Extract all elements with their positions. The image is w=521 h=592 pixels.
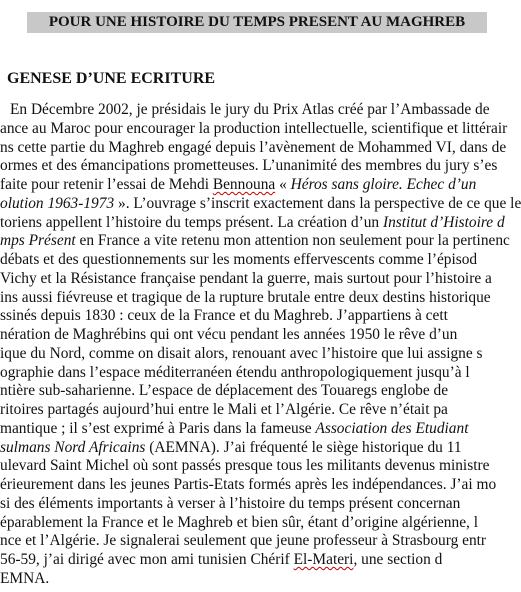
text-run: nce et l’Algérie. Je signalerai seulement que jeune professeur à Strasbourg entr <box>0 532 487 550</box>
text-line <box>0 119 507 138</box>
text-run: « <box>275 176 291 193</box>
text-line <box>0 531 486 550</box>
text-line <box>0 138 506 157</box>
text-run: en France a vite retenu mon attention non seulement pour la pertinenc <box>75 232 510 250</box>
text-run: 56-59, j’ai dirigé avec mon ami tunisien Chérif <box>0 551 294 568</box>
document-title: POUR UNE HISTOIRE DU TEMPS PRESENT AU MAGHREB <box>27 12 487 33</box>
text-line <box>0 194 521 213</box>
text-run: nération de Maghrébins qui ont vécu pendant les années 1950 le rêve d’un <box>0 326 458 343</box>
text-run: si des éléments importants à verser à l’histoire du temps présent concernan <box>0 494 461 512</box>
text-run: ». L’ouvrage s’inscrit exactement dans la perspective de ce que le <box>114 194 521 212</box>
text-run: ormes et des émancipations prometteuses. L’unanimité des membres du jury s’es <box>0 157 498 175</box>
text-line <box>0 156 497 175</box>
text-line <box>0 306 448 325</box>
spellcheck-word: El-Materi <box>293 551 354 568</box>
text-line <box>10 100 490 119</box>
text-run: toriens appellent l’histoire du temps présent. La création d’un <box>0 213 383 231</box>
text-run: mantique ; il s’est exprimé à Paris dans la fameuse <box>0 419 316 437</box>
text-run: érieurement dans les jeunes Partis-Etats formés après les indépendances. J’ai mo <box>0 476 497 493</box>
text-line <box>0 494 460 513</box>
text-line <box>0 325 457 344</box>
text-run: ntière sub-saharienne. L’espace de déplacement des Touaregs englobe de <box>0 382 449 400</box>
text-run: ique du Nord, comme on disait alors, renouant avec l’histoire que lui assigne s <box>0 344 483 362</box>
text-line <box>0 381 448 400</box>
text-run: olution 1963-1973 <box>0 194 115 212</box>
text-run: ulevard Saint Michel où sont passés presque tous les militants devenus ministre <box>0 457 490 475</box>
text-run: mps Présent <box>0 232 76 250</box>
section-heading: GENESE D’UNE ECRITURE <box>7 70 216 87</box>
text-run: (AEMNA). J’ai fréquenté le siège historique du 11 <box>145 438 462 456</box>
text-line <box>0 175 476 194</box>
text-line <box>0 250 477 269</box>
text-run: sulmans Nord Africains <box>0 438 146 456</box>
text-run: EMNA. <box>0 569 50 587</box>
text-run: ritoires partagés aujourd’hui entre le Mali et l’Algérie. Ce rêve n’était pa <box>0 401 448 418</box>
text-run: ographie dans l’espace méditerranéen étendu anthropologiquement jusqu’à l <box>0 363 470 381</box>
text-line <box>0 513 478 532</box>
text-run: , une section d <box>353 551 443 568</box>
text-run: Héros sans gloire. Echec d’un <box>290 176 477 193</box>
text-run: ssinés depuis 1830 : ceux de la France et du Maghreb. J’appartiens à cett <box>0 307 448 325</box>
text-line <box>0 288 491 307</box>
text-line <box>0 269 492 288</box>
text-run: ance au Maroc pour encourager la production intellectuelle, scientifique et littérair <box>0 119 508 137</box>
spellcheck-word: Bennouna <box>212 176 276 193</box>
text-line <box>0 569 49 588</box>
text-run: ins aussi fiévreuse et tragique de la rupture brutale entre deux destins historique <box>0 288 491 306</box>
text-run: ns cette partie du Maghreb engagé depuis l’avènement de Mohammed VI, dans de <box>0 138 507 156</box>
text-line <box>0 475 496 494</box>
text-line <box>0 550 442 569</box>
text-line <box>0 400 448 419</box>
text-run: Vichy et la Résistance française pendant la guerre, mais surtout pour l’histoire a <box>0 269 492 287</box>
text-line <box>0 419 468 438</box>
text-run: En Décembre 2002, je présidais le jury du Prix Atlas créé par l’Ambassade de <box>10 101 490 118</box>
text-run: Association des Etudiant <box>315 419 469 437</box>
text-line <box>0 438 462 457</box>
text-run: faite pour retenir l’essai de Mehdi <box>0 176 213 193</box>
text-run: Institut d’Histoire d <box>382 213 505 231</box>
text-line <box>0 231 510 250</box>
body-paragraph <box>0 100 521 592</box>
text-line <box>0 344 483 363</box>
text-line <box>0 363 470 382</box>
text-run: éparablement la France et le Maghreb et bien sûr, étant d’origine algérienne, l <box>0 513 478 531</box>
text-run: débats et des questionnements sur les moments effervescents comme l’épisod <box>0 251 478 268</box>
text-line <box>0 213 505 232</box>
text-line <box>0 456 489 475</box>
